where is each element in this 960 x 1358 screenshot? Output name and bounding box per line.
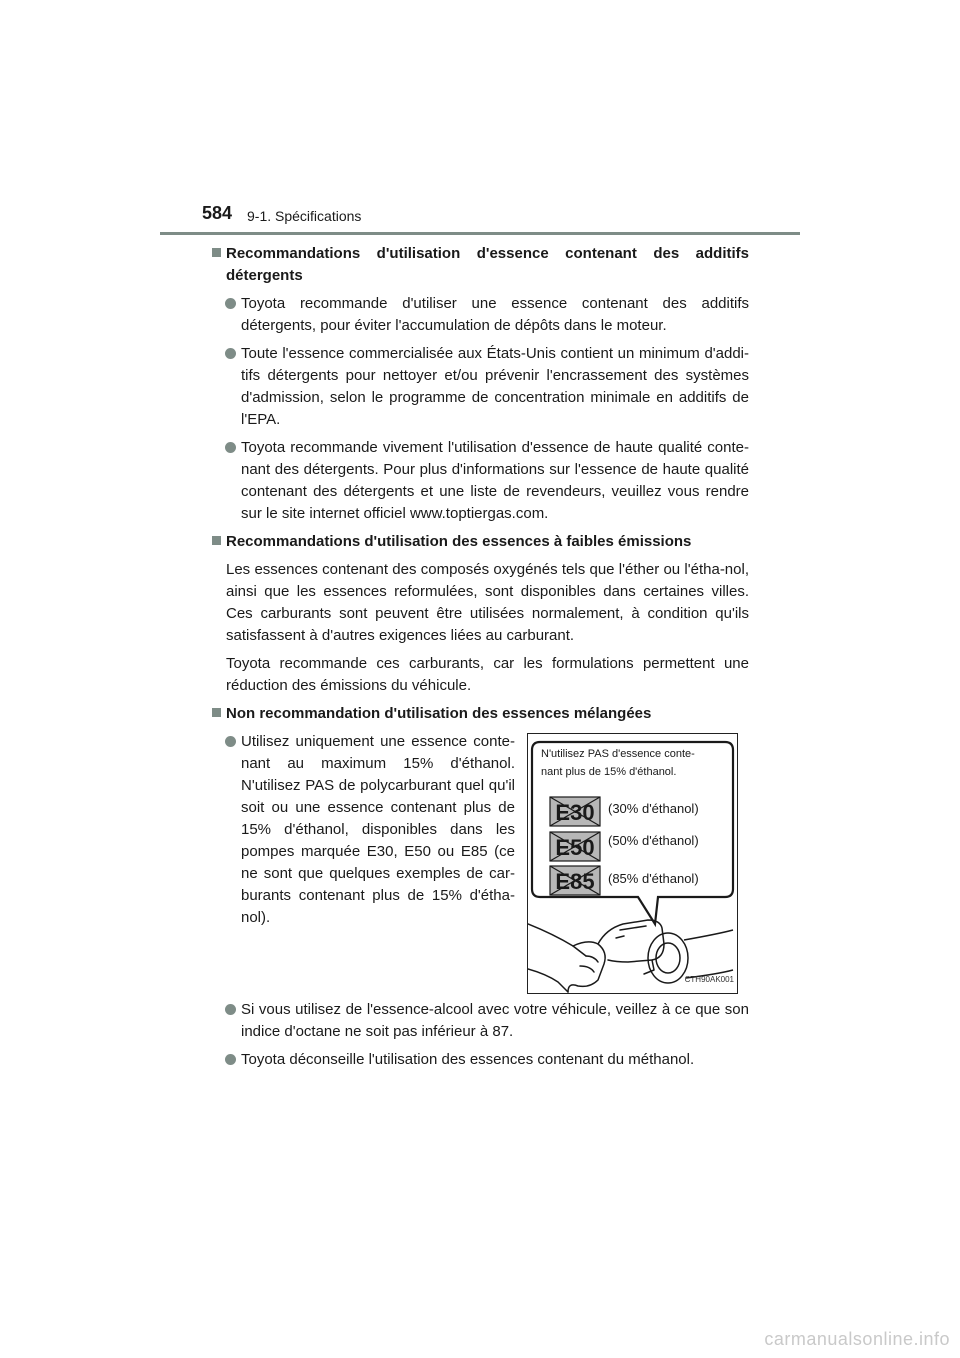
e50-crossed-label [550,832,600,861]
page-header [0,0,960,240]
circle-bullet-icon [225,442,236,453]
header-rule [160,232,800,235]
e30-crossed-label [550,797,600,826]
label-desc: (50% d'éthanol) [608,833,699,848]
bullet-with-illustration [212,731,749,999]
label-code: E50 [555,835,595,860]
fuel-nozzle-illustration [528,734,737,993]
bullet-text: Toyota déconseille l'utilisation des essences contenant du méthanol. [241,1051,695,1068]
bullet-item [212,343,749,431]
square-bullet-icon [212,536,221,545]
paragraph: Les essences contenant des composés oxygénés tels que l'éther ou l'étha-nol, ainsi que les essences reformulées, sont disponibles dans certaines villes. Ces carburants sont peuvent être utilisées normalement, à condition qu'ils satisfassent à d'autres exigences liées au carburant. [226,561,749,644]
fuel-warning-illustration [527,733,738,994]
circle-bullet-icon [225,1054,236,1065]
section-title-text: Non recommandation d'utilisation des essences mélangées [226,705,652,722]
circle-bullet-icon [225,298,236,309]
section-title-low-emission [212,531,749,553]
page-content [212,243,749,1077]
hand-nozzle-icon [528,920,664,992]
square-bullet-icon [212,708,221,717]
page-number: 584 [202,203,233,223]
bullet-text: Utilisez uniquement une essence conte-nant au maximum 15% d'éthanol. N'utilisez PAS de polycarburant quel qu'il soit ou une essence contenant plus de 15% d'éthanol, disponibles dans les pompes marquée E30, E50 ou E85 (ce ne sont que quelques exemples de car-burants contenant plus de 15% d'étha-nol). [241,733,515,926]
watermark-text: carmanualsonline.info [764,1329,950,1349]
paragraph: Toyota recommande ces carburants, car les formulations permettent une réduction des émissions du véhicule. [226,655,749,694]
bubble-text-line1: N'utilisez PAS d'essence conte- [541,748,695,760]
e85-crossed-label [550,866,600,895]
chapter-title: 9-1. Spécifications [247,208,362,224]
bubble-text-line2: nant plus de 15% d'éthanol. [541,766,677,778]
square-bullet-icon [212,248,221,257]
bullet-item [212,293,749,337]
circle-bullet-icon [225,1004,236,1015]
bullet-text: Toute l'essence commercialisée aux États-Unis contient un minimum d'addi-tifs détergents pour nettoyer et/ou prévenir l'encrassement des systèmes d'admission, selon le programme de concentration minimale en additifs de l'EPA. [241,345,749,428]
section-title-text: Recommandations d'utilisation des essences à faibles émissions [226,533,692,550]
section-title-detergents [212,243,749,287]
bullet-item [212,731,515,929]
label-code: E85 [555,869,595,894]
bullet-text: Toyota recommande vivement l'utilisation d'essence de haute qualité conte-nant des détergents. Pour plus d'informations sur l'essence de haute qualité contenant des détergents et une liste de revendeurs, veuillez vous rendre sur le site internet officiel www.toptiergas.com. [241,439,749,522]
section-title-blended-fuel [212,703,749,725]
label-code: E30 [555,800,595,825]
bullet-item [212,999,749,1043]
circle-bullet-icon [225,348,236,359]
label-desc: (85% d'éthanol) [608,871,699,886]
section-title-text: Recommandations d'utilisation d'essence contenant des additifs détergents [226,245,749,284]
bullet-text: Si vous utilisez de l'essence-alcool avec votre véhicule, veillez à ce que son indice d'octane ne soit pas inférieur à 87. [241,1001,749,1040]
circle-bullet-icon [225,736,236,747]
illustration-caption: CTH90AK001 [684,975,734,984]
bullet-item [212,1049,749,1071]
label-desc: (30% d'éthanol) [608,801,699,816]
bullet-item [212,437,749,525]
bullet-text: Toyota recommande d'utiliser une essence contenant des additifs détergents, pour éviter l'accumulation de dépôts dans le moteur. [241,295,749,334]
